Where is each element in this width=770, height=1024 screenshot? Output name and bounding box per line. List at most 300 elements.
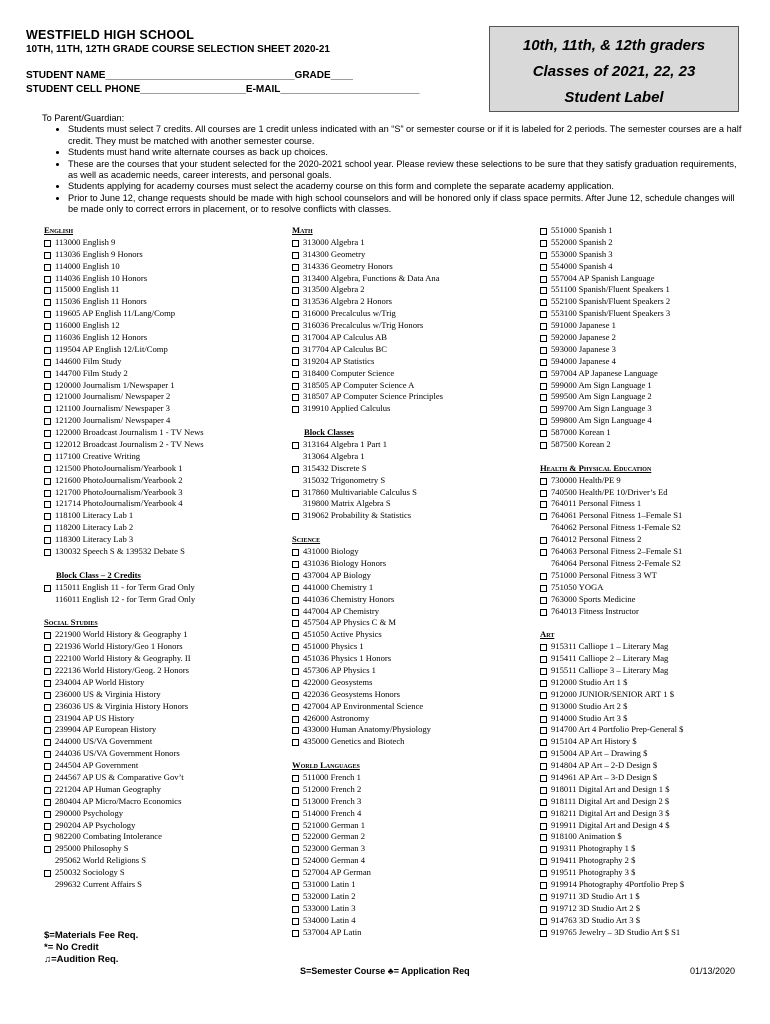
course-label: 553100 Spanish/Fluent Speakers 3: [551, 308, 671, 319]
course-checkbox[interactable]: [540, 891, 551, 903]
course-checkbox[interactable]: [540, 534, 551, 546]
course-checkbox[interactable]: [540, 820, 551, 832]
course-checkbox[interactable]: [540, 915, 551, 927]
course-checkbox[interactable]: [292, 403, 303, 415]
course-checkbox[interactable]: [292, 891, 303, 903]
course-label: 427004 AP Environmental Science: [303, 700, 424, 711]
course-row: [44, 415, 284, 427]
course-checkbox[interactable]: [44, 796, 55, 808]
course-row: [540, 665, 750, 677]
course-checkbox[interactable]: [540, 498, 551, 510]
course-label: 457306 AP Physics 1: [303, 664, 376, 675]
course-label: 918011 Digital Art and Design 1 $: [551, 783, 670, 794]
course-checkbox[interactable]: [44, 451, 55, 463]
subsection-heading: Block Classes: [304, 427, 354, 438]
course-label: 121714 PhotoJournalism/Yearbook 4: [55, 498, 183, 509]
course-checkbox[interactable]: [44, 427, 55, 439]
course-checkbox[interactable]: [292, 736, 303, 748]
course-label: 130032 Speech S & 139532 Debate S: [55, 546, 185, 557]
course-label: 118300 Literacy Lab 3: [55, 534, 134, 545]
course-checkbox[interactable]: [44, 760, 55, 772]
course-checkbox[interactable]: [44, 344, 55, 356]
course-checkbox[interactable]: [44, 808, 55, 820]
course-label: 299632 Current Affairs S: [55, 878, 142, 889]
course-checkbox[interactable]: [44, 534, 55, 546]
course-checkbox[interactable]: [292, 831, 303, 843]
course-label: 222136 World History/Geog. 2 Honors: [55, 664, 190, 675]
course-row: [44, 284, 284, 296]
course-row: [44, 380, 284, 392]
student-fields: [26, 69, 466, 97]
course-checkbox[interactable]: [540, 653, 551, 665]
course-checkbox[interactable]: [292, 558, 303, 570]
course-label: 234004 AP World History: [55, 676, 145, 687]
course-checkbox[interactable]: [292, 308, 303, 320]
course-checkbox[interactable]: [540, 689, 551, 701]
course-row: [540, 368, 750, 380]
course-checkbox[interactable]: [292, 510, 303, 522]
course-label: 122012 Broadcast Journalism 2 - TV News: [55, 439, 204, 450]
course-label: 318400 Computer Science: [303, 367, 395, 378]
course-checkbox[interactable]: [540, 344, 551, 356]
course-checkbox[interactable]: [44, 308, 55, 320]
course-checkbox[interactable]: [44, 724, 55, 736]
course-checkbox[interactable]: [292, 879, 303, 891]
course-checkbox[interactable]: [540, 641, 551, 653]
course-label: 313400 Algebra, Functions & Data Ana: [303, 272, 440, 283]
course-label: 919914 Photography 4Portfolio Prep $: [551, 878, 685, 889]
student-name-field[interactable]: STUDENT NAME__________________________________GRADE____: [26, 70, 353, 81]
course-label: 114036 English 10 Honors: [55, 272, 148, 283]
footnote-no-credit: *= No Credit: [44, 942, 99, 953]
course-row: [540, 903, 750, 915]
course-row: [540, 808, 750, 820]
course-checkbox[interactable]: [540, 736, 551, 748]
course-checkbox[interactable]: [540, 796, 551, 808]
course-checkbox[interactable]: [292, 463, 303, 475]
course-checkbox[interactable]: [44, 403, 55, 415]
course-checkbox[interactable]: [540, 403, 551, 415]
course-row: [292, 498, 532, 510]
course-label: 318505 AP Computer Science A: [303, 379, 415, 390]
course-checkbox[interactable]: [44, 320, 55, 332]
course-checkbox[interactable]: [44, 784, 55, 796]
label-student-label: Student Label: [564, 89, 664, 106]
course-label: 554000 Spanish 4: [551, 260, 613, 271]
instructions: [42, 113, 742, 216]
spacer: [292, 522, 532, 534]
course-checkbox[interactable]: [540, 701, 551, 713]
course-checkbox[interactable]: [540, 284, 551, 296]
course-checkbox[interactable]: [292, 320, 303, 332]
course-row: [292, 629, 532, 641]
course-checkbox[interactable]: [44, 498, 55, 510]
course-checkbox[interactable]: [540, 546, 551, 558]
course-checkbox[interactable]: [44, 736, 55, 748]
course-row: [540, 915, 750, 927]
course-row: [44, 320, 284, 332]
course-row: [540, 498, 750, 510]
course-row: [44, 403, 284, 415]
course-row: [540, 296, 750, 308]
course-row: [292, 606, 532, 618]
course-row: [292, 391, 532, 403]
course-checkbox[interactable]: [292, 724, 303, 736]
course-row: [292, 808, 532, 820]
course-row: [44, 808, 284, 820]
course-checkbox[interactable]: [44, 582, 55, 594]
course-checkbox[interactable]: [292, 296, 303, 308]
course-checkbox[interactable]: [540, 713, 551, 725]
course-checkbox[interactable]: [540, 808, 551, 820]
course-checkbox[interactable]: [44, 820, 55, 832]
course-checkbox[interactable]: [540, 368, 551, 380]
course-row: [540, 772, 750, 784]
course-row: [292, 677, 532, 689]
course-label: 295000 Philosophy S: [55, 843, 129, 854]
course-label: 426000 Astronomy: [303, 712, 370, 723]
course-label: 236000 US & Virginia History: [55, 688, 161, 699]
course-checkbox[interactable]: [540, 582, 551, 594]
course-checkbox[interactable]: [540, 273, 551, 285]
course-checkbox[interactable]: [44, 284, 55, 296]
course-checkbox[interactable]: [540, 855, 551, 867]
course-checkbox[interactable]: [44, 772, 55, 784]
course-checkbox[interactable]: [292, 261, 303, 273]
course-row: [44, 736, 284, 748]
checkbox-spacer: [540, 522, 551, 534]
course-checkbox[interactable]: [292, 284, 303, 296]
course-label: 118200 Literacy Lab 2: [55, 522, 134, 533]
course-label: 441036 Chemistry Honors: [303, 593, 395, 604]
course-checkbox[interactable]: [540, 510, 551, 522]
course-checkbox[interactable]: [44, 380, 55, 392]
course-label: 221900 World History & Geography 1: [55, 629, 188, 640]
course-row: [44, 522, 284, 534]
course-row: [292, 284, 532, 296]
course-label: 457504 AP Physics C & M: [303, 617, 397, 628]
course-row: [540, 796, 750, 808]
course-row: [540, 677, 750, 689]
course-label: 313500 Algebra 2: [303, 284, 365, 295]
course-checkbox[interactable]: [44, 653, 55, 665]
course-row: [292, 582, 532, 594]
course-checkbox[interactable]: [540, 415, 551, 427]
course-checkbox[interactable]: [292, 903, 303, 915]
course-checkbox[interactable]: [44, 249, 55, 261]
course-checkbox[interactable]: [540, 831, 551, 843]
course-row: [540, 653, 750, 665]
course-label: 244504 AP Government: [55, 760, 139, 771]
course-checkbox[interactable]: [540, 427, 551, 439]
course-row: [292, 855, 532, 867]
course-checkbox[interactable]: [44, 677, 55, 689]
course-checkbox[interactable]: [292, 820, 303, 832]
course-checkbox[interactable]: [292, 808, 303, 820]
instruction-item: • Students applying for academy courses must select the academy course on this form and complete the separate academy application.: [68, 181, 742, 192]
course-row: [44, 546, 284, 558]
course-checkbox[interactable]: [540, 332, 551, 344]
course-label: 919711 3D Studio Art 1 $: [551, 890, 640, 901]
course-label: 431036 Biology Honors: [303, 557, 387, 568]
course-label: 521000 German 1: [303, 819, 366, 830]
course-row: [44, 879, 284, 891]
course-checkbox[interactable]: [44, 273, 55, 285]
course-label: 116036 English 12 Honors: [55, 332, 148, 343]
course-checkbox[interactable]: [44, 463, 55, 475]
course-row: [540, 534, 750, 546]
course-row: [292, 332, 532, 344]
course-label: 537004 AP Latin: [303, 926, 362, 937]
course-checkbox[interactable]: [44, 510, 55, 522]
course-row: [292, 653, 532, 665]
course-label: 919311 Photography 1 $: [551, 843, 636, 854]
course-checkbox[interactable]: [292, 606, 303, 618]
course-row: [540, 344, 750, 356]
course-checkbox[interactable]: [292, 713, 303, 725]
course-checkbox[interactable]: [292, 701, 303, 713]
course-checkbox[interactable]: [44, 296, 55, 308]
course-label: 914000 Studio Art 3 $: [551, 712, 628, 723]
course-checkbox[interactable]: [292, 855, 303, 867]
course-checkbox[interactable]: [292, 344, 303, 356]
course-checkbox[interactable]: [44, 368, 55, 380]
course-checkbox[interactable]: [292, 368, 303, 380]
course-label: 119504 AP English 12/Lit/Comp: [55, 343, 168, 354]
course-row: [540, 558, 750, 570]
course-checkbox[interactable]: [540, 261, 551, 273]
course-checkbox[interactable]: [292, 629, 303, 641]
course-row: [44, 653, 284, 665]
course-row: [292, 724, 532, 736]
course-checkbox[interactable]: [44, 356, 55, 368]
course-checkbox[interactable]: [540, 356, 551, 368]
course-label: 437004 AP Biology: [303, 569, 371, 580]
course-checkbox[interactable]: [540, 843, 551, 855]
course-checkbox[interactable]: [540, 760, 551, 772]
course-row: [540, 380, 750, 392]
course-checkbox[interactable]: [292, 915, 303, 927]
course-label: 115000 English 11: [55, 284, 120, 295]
course-row: [540, 867, 750, 879]
course-label: 915104 AP Art History $: [551, 736, 637, 747]
course-checkbox[interactable]: [292, 641, 303, 653]
course-row: [292, 356, 532, 368]
course-label: 433000 Human Anatomy/Physiology: [303, 724, 431, 735]
course-checkbox[interactable]: [44, 332, 55, 344]
course-checkbox[interactable]: [44, 546, 55, 558]
course-row: [292, 237, 532, 249]
course-row: [44, 487, 284, 499]
course-row: [540, 475, 750, 487]
course-checkbox[interactable]: [44, 522, 55, 534]
course-checkbox[interactable]: [540, 570, 551, 582]
course-checkbox[interactable]: [44, 641, 55, 653]
course-checkbox[interactable]: [292, 867, 303, 879]
course-checkbox[interactable]: [540, 724, 551, 736]
course-checkbox[interactable]: [540, 380, 551, 392]
course-checkbox[interactable]: [292, 617, 303, 629]
course-row: [292, 713, 532, 725]
course-checkbox[interactable]: [540, 867, 551, 879]
course-checkbox[interactable]: [44, 867, 55, 879]
footer-date: 01/13/2020: [690, 966, 736, 976]
course-row: [44, 594, 284, 606]
course-checkbox[interactable]: [292, 546, 303, 558]
course-label: 319910 Applied Calculus: [303, 403, 391, 414]
instructions-intro: To Parent/Guardian:: [42, 113, 125, 123]
course-checkbox[interactable]: [540, 249, 551, 261]
course-row: [292, 784, 532, 796]
course-checkbox[interactable]: [540, 320, 551, 332]
course-checkbox[interactable]: [540, 439, 551, 451]
course-checkbox[interactable]: [540, 677, 551, 689]
course-checkbox[interactable]: [292, 665, 303, 677]
course-checkbox[interactable]: [540, 308, 551, 320]
course-checkbox[interactable]: [44, 665, 55, 677]
course-checkbox[interactable]: [292, 487, 303, 499]
course-label: 121100 Journalism/ Newspaper 3: [55, 403, 170, 414]
course-checkbox[interactable]: [540, 606, 551, 618]
course-row: [292, 296, 532, 308]
course-row: [292, 867, 532, 879]
course-label: 552000 Spanish 2: [551, 236, 613, 247]
spacer: [292, 748, 532, 760]
course-row: [540, 594, 750, 606]
course-row: [44, 724, 284, 736]
course-row: [540, 403, 750, 415]
section-heading: World Languages: [292, 760, 360, 771]
course-column-3: [540, 225, 750, 938]
course-checkbox[interactable]: [44, 701, 55, 713]
course-label: 313000 Algebra 1: [303, 236, 365, 247]
course-label: 115011 English 11 - for Term Grad Only: [55, 581, 195, 592]
course-checkbox[interactable]: [44, 748, 55, 760]
course-row: [44, 629, 284, 641]
course-label: 764063 Personal Fitness 2–Female S1: [551, 546, 683, 557]
course-label: 315032 Trigonometry S: [303, 474, 386, 485]
course-checkbox[interactable]: [292, 582, 303, 594]
course-checkbox[interactable]: [292, 570, 303, 582]
course-checkbox[interactable]: [292, 772, 303, 784]
checkbox-spacer: [540, 558, 551, 570]
course-checkbox[interactable]: [292, 843, 303, 855]
course-label: 314300 Geometry: [303, 248, 366, 259]
course-checkbox[interactable]: [540, 391, 551, 403]
course-checkbox[interactable]: [44, 261, 55, 273]
course-checkbox[interactable]: [540, 903, 551, 915]
course-label: 113000 English 9: [55, 236, 116, 247]
course-row: [44, 843, 284, 855]
course-label: 119605 AP English 11/Lang/Comp: [55, 308, 176, 319]
section-heading: Art: [540, 629, 555, 640]
course-checkbox[interactable]: [292, 249, 303, 261]
course-checkbox[interactable]: [44, 237, 55, 249]
course-checkbox[interactable]: [540, 237, 551, 249]
course-checkbox[interactable]: [292, 391, 303, 403]
course-label: 120000 Journalism 1/Newspaper 1: [55, 379, 175, 390]
course-checkbox[interactable]: [292, 237, 303, 249]
course-label: 599500 Am Sign Language 2: [551, 391, 652, 402]
course-checkbox[interactable]: [44, 415, 55, 427]
course-checkbox[interactable]: [292, 356, 303, 368]
course-checkbox[interactable]: [540, 879, 551, 891]
course-checkbox[interactable]: [292, 927, 303, 939]
course-row: [540, 237, 750, 249]
course-row: [540, 736, 750, 748]
course-label: 914700 Art 4 Portfolio Prep-General $: [551, 724, 684, 735]
course-label: 599700 Am Sign Language 3: [551, 403, 652, 414]
course-row: [540, 522, 750, 534]
course-checkbox[interactable]: [292, 439, 303, 451]
course-row: [44, 344, 284, 356]
course-checkbox[interactable]: [540, 225, 551, 237]
course-checkbox[interactable]: [44, 391, 55, 403]
course-row: [540, 831, 750, 843]
course-checkbox[interactable]: [44, 843, 55, 855]
course-checkbox[interactable]: [44, 713, 55, 725]
course-checkbox[interactable]: [44, 487, 55, 499]
course-row: [44, 427, 284, 439]
course-label: 982200 Combating Intolerance: [55, 831, 162, 842]
course-label: 912000 JUNIOR/SENIOR ART 1 $: [551, 688, 674, 699]
course-checkbox[interactable]: [44, 831, 55, 843]
course-checkbox[interactable]: [292, 332, 303, 344]
course-checkbox[interactable]: [292, 689, 303, 701]
course-checkbox[interactable]: [44, 439, 55, 451]
course-checkbox[interactable]: [540, 927, 551, 939]
course-checkbox[interactable]: [540, 487, 551, 499]
course-row: [44, 820, 284, 832]
course-row: [540, 689, 750, 701]
course-label: 319800 Matrix Algebra S: [303, 498, 391, 509]
course-checkbox[interactable]: [540, 665, 551, 677]
course-row: [540, 546, 750, 558]
student-label-box: [489, 26, 739, 112]
course-label: 553000 Spanish 3: [551, 248, 613, 259]
course-row: [44, 701, 284, 713]
checkbox-spacer: [292, 475, 303, 487]
course-row: [540, 641, 750, 653]
course-checkbox[interactable]: [44, 475, 55, 487]
course-label: 116011 English 12 - for Term Grad Only: [55, 593, 196, 604]
course-column-2: [292, 225, 532, 938]
course-checkbox[interactable]: [292, 380, 303, 392]
course-row: [292, 903, 532, 915]
course-checkbox[interactable]: [292, 677, 303, 689]
course-checkbox[interactable]: [540, 748, 551, 760]
course-checkbox[interactable]: [540, 594, 551, 606]
course-checkbox[interactable]: [292, 796, 303, 808]
course-checkbox[interactable]: [540, 784, 551, 796]
course-checkbox[interactable]: [292, 273, 303, 285]
course-checkbox[interactable]: [540, 772, 551, 784]
course-label: 451050 Active Physics: [303, 629, 382, 640]
course-checkbox[interactable]: [44, 629, 55, 641]
course-checkbox[interactable]: [292, 594, 303, 606]
course-checkbox[interactable]: [292, 653, 303, 665]
course-row: [44, 760, 284, 772]
course-checkbox[interactable]: [292, 784, 303, 796]
course-checkbox[interactable]: [44, 689, 55, 701]
section-heading: Health & Physical Education: [540, 462, 652, 473]
student-cell-email-field[interactable]: STUDENT CELL PHONE___________________E-MAIL_________________________: [26, 84, 420, 95]
course-checkbox[interactable]: [540, 296, 551, 308]
course-label: 250032 Sociology S: [55, 867, 125, 878]
instructions-list: [42, 124, 742, 215]
course-checkbox[interactable]: [540, 475, 551, 487]
course-row: [292, 249, 532, 261]
